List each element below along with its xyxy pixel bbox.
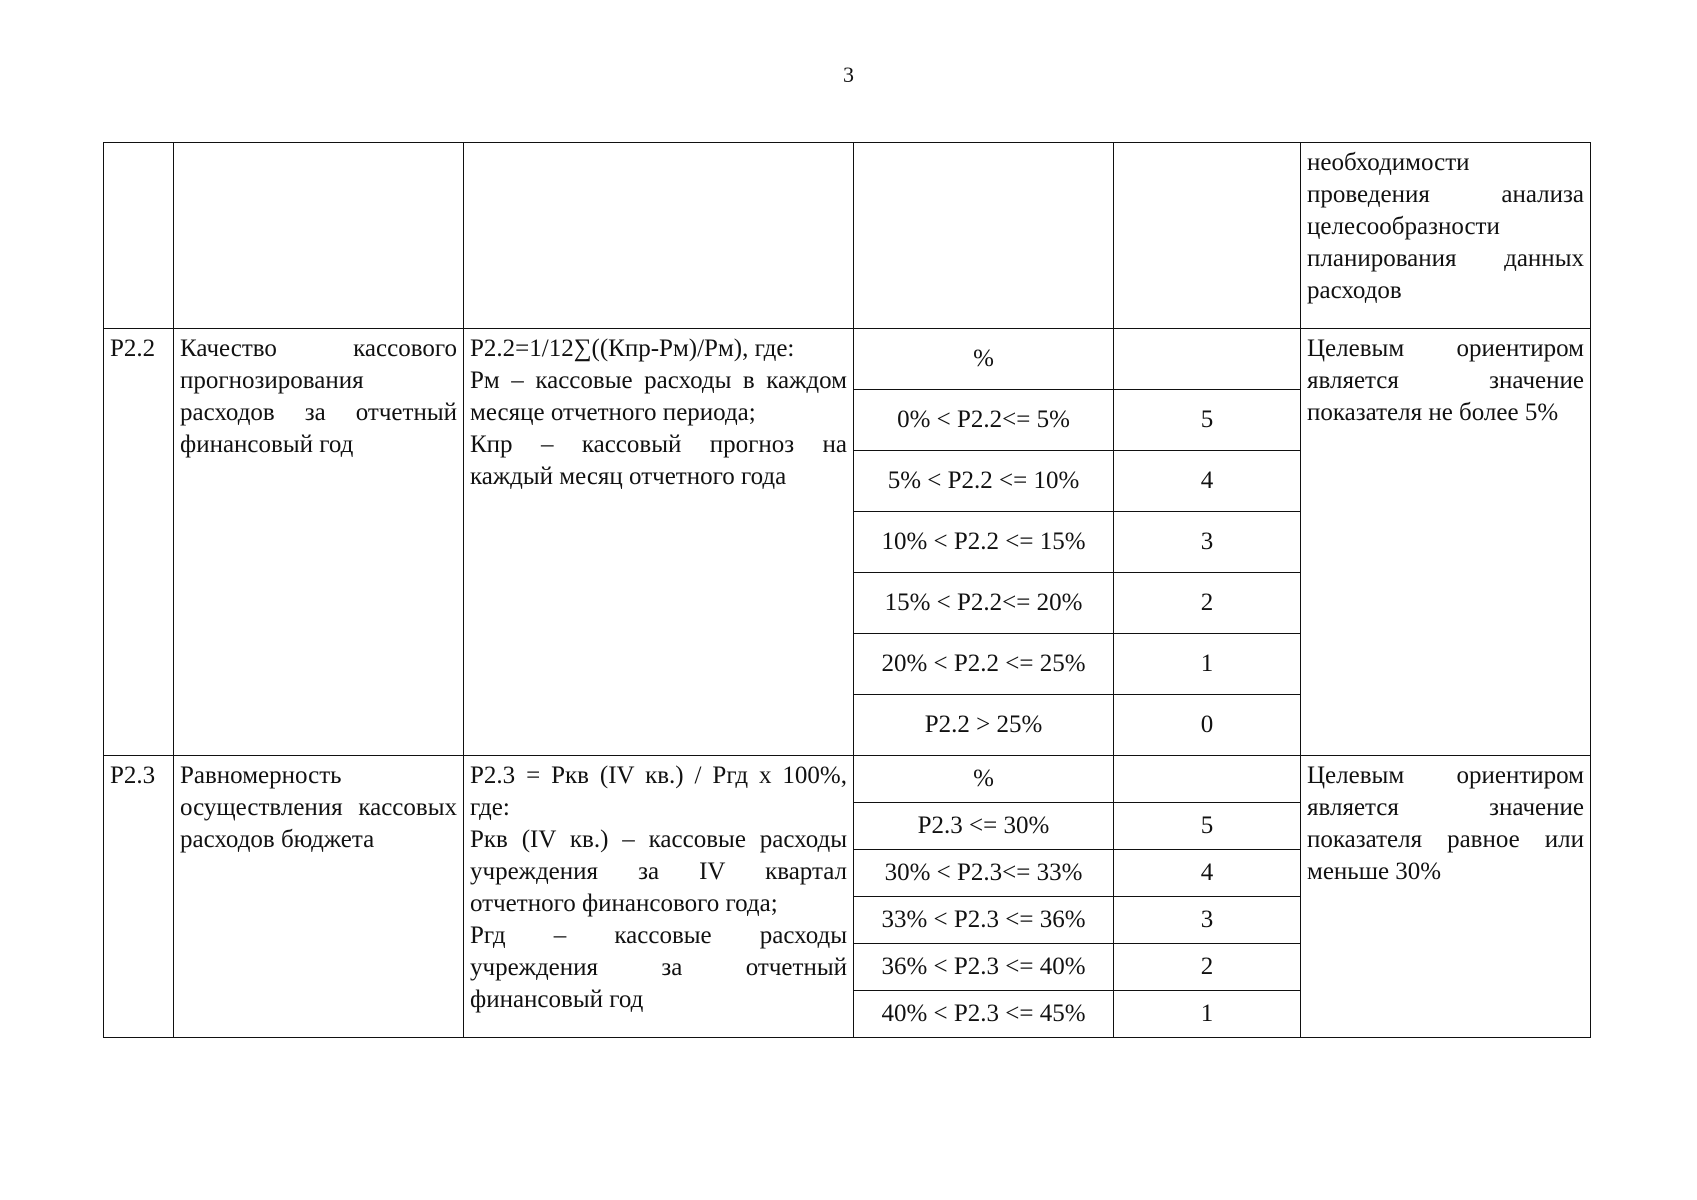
threshold-range: 15% < Р2.2<= 20% [854,573,1114,634]
target-note: Целевым ориентиром является значение показателя равное или меньше 30% [1301,756,1591,1038]
threshold-range: 36% < Р2.3 <= 40% [854,944,1114,991]
threshold-range: 30% < Р2.3<= 33% [854,850,1114,897]
indicator-code: Р2.3 [104,756,174,1038]
indicator-name: Равномерность осуществления кассовых расходов бюджета [174,756,464,1038]
threshold-score: 2 [1114,573,1301,634]
threshold-score: 0 [1114,695,1301,756]
target-note: Целевым ориентиром является значение показателя не более 5% [1301,329,1591,756]
table-row [104,329,1591,390]
page-number: 3 [843,62,854,87]
threshold-range: 33% < Р2.3 <= 36% [854,897,1114,944]
formula-description: Ркв (IV кв.) – кассовые расходы учреждения за IV квартал отчетного финансового года; [470,826,847,917]
score-header-cell [1114,756,1301,803]
threshold-score: 4 [1114,850,1301,897]
table-cell [464,143,854,329]
threshold-range: 5% < Р2.2 <= 10% [854,451,1114,512]
indicator-name: Качество кассового прогнозирования расходов за отчетный финансовый год [174,329,464,756]
unit-cell: % [854,329,1114,390]
threshold-range: 0% < Р2.2<= 5% [854,390,1114,451]
threshold-score: 5 [1114,803,1301,850]
table-cell [854,143,1114,329]
threshold-range: 40% < Р2.3 <= 45% [854,991,1114,1038]
indicator-code: Р2.2 [104,329,174,756]
table-cell [174,143,464,329]
unit-cell: % [854,756,1114,803]
formula-description: Рм – кассовые расходы в каждом месяце отчетного периода; [470,367,847,426]
indicator-formula [464,329,854,756]
threshold-score: 1 [1114,991,1301,1038]
criteria-table [103,142,1591,1038]
formula-text: Р2.2=1/12∑((Кпр-Рм)/Рм), где: [470,335,795,362]
threshold-range: 10% < Р2.2 <= 15% [854,512,1114,573]
table-row [104,756,1591,803]
threshold-range: 20% < Р2.2 <= 25% [854,634,1114,695]
threshold-range: Р2.2 > 25% [854,695,1114,756]
target-note-continued: необходимости проведения анализа целесообразности планирования данных расходов [1301,143,1591,329]
formula-description: Кпр – кассовый прогноз на каждый месяц отчетного года [470,431,847,490]
table-row [104,143,1591,329]
table-cell [1114,143,1301,329]
score-header-cell [1114,329,1301,390]
indicator-formula [464,756,854,1038]
threshold-range: Р2.3 <= 30% [854,803,1114,850]
formula-text: Р2.3 = Ркв (IV кв.) / Ргд х 100%, где: [470,762,847,821]
threshold-score: 2 [1114,944,1301,991]
threshold-score: 5 [1114,390,1301,451]
formula-description: Ргд – кассовые расходы учреждения за отчетный финансовый год [470,922,847,1013]
threshold-score: 3 [1114,512,1301,573]
table-cell [104,143,174,329]
threshold-score: 4 [1114,451,1301,512]
threshold-score: 3 [1114,897,1301,944]
threshold-score: 1 [1114,634,1301,695]
